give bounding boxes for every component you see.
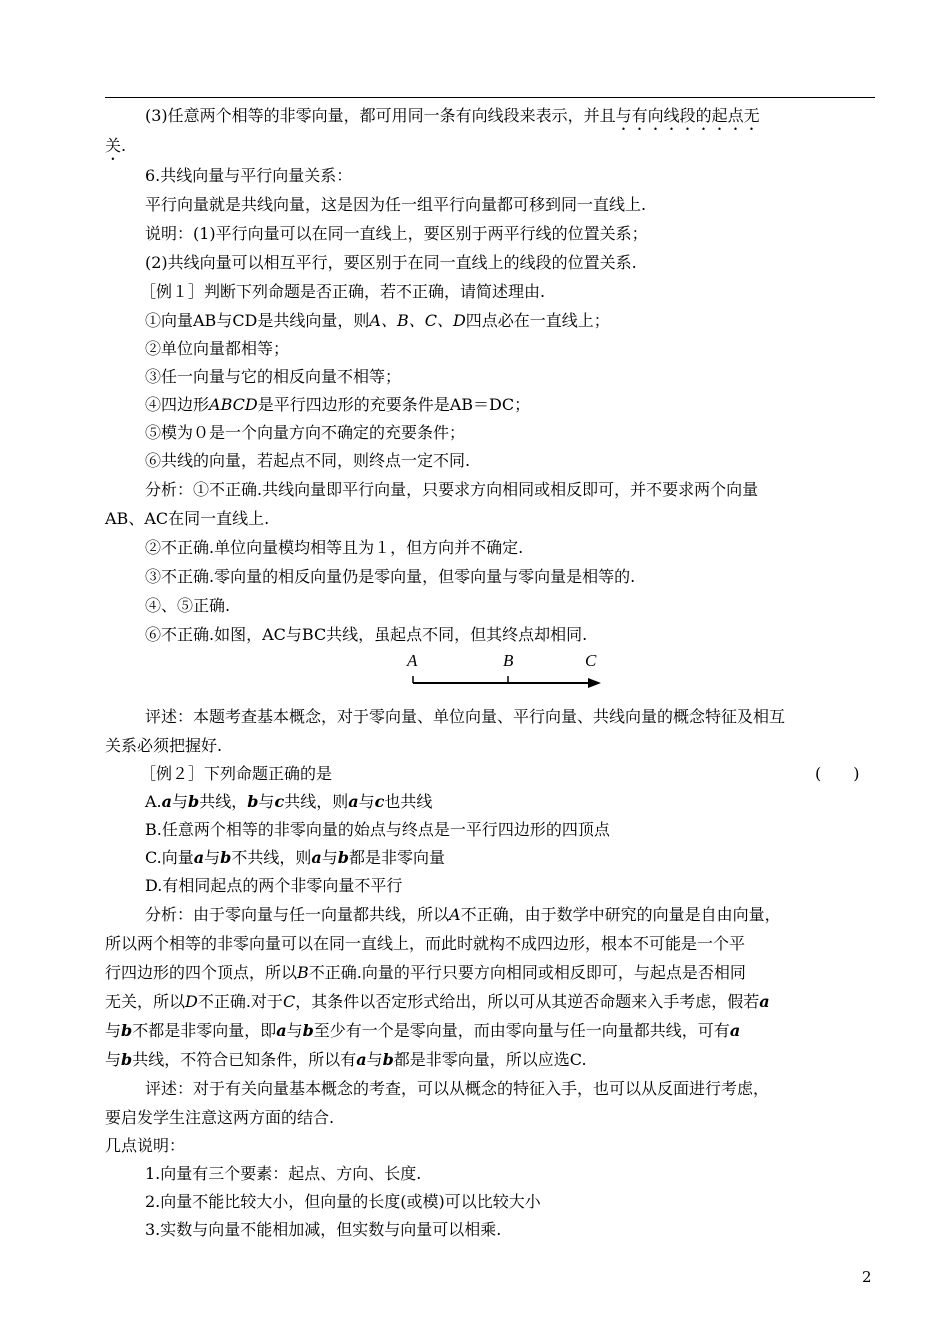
analysis-2-line-5 <box>105 1021 740 1041</box>
text: 共线，不符合已知条件，所以有 <box>132 1050 357 1069</box>
option-c <box>145 848 445 868</box>
analysis-2-line-3 <box>105 963 746 983</box>
vector-symbol: a <box>276 1021 287 1040</box>
math-text: A、B、C、D <box>369 311 466 330</box>
point-label-a: A <box>407 651 418 670</box>
analysis-1: 分析：①不正确.共线向量即平行向量，只要求方向相同或相反即可，并不要求两个向量 <box>145 480 759 499</box>
vector-symbol: b <box>247 792 259 811</box>
analysis-1-cont: AB、AC在同一直线上. <box>105 509 270 528</box>
text: 都是非零向量 <box>348 848 445 867</box>
option-a <box>145 792 432 812</box>
vector-symbol: b <box>220 848 232 867</box>
text: 不正确.向量的平行只要方向相同或相反即可，与起点是否相同 <box>308 963 746 982</box>
vector-symbol: a <box>759 992 770 1011</box>
option-d: D.有相同起点的两个非零向量不平行 <box>145 876 403 895</box>
text-line-5: 说明：(1)平行向量可以在同一直线上，要区别于两平行线的位置关系； <box>145 224 648 243</box>
analysis-2: ②不正确.单位向量模均相等且为１，但方向并不确定. <box>145 538 524 557</box>
text-line-1 <box>145 106 760 134</box>
text: ①向量AB与CD是共线向量，则 <box>145 311 370 330</box>
analysis-6: ⑥不正确.如图，AC与BC共线，虽起点不同，但其终点却相同. <box>145 625 588 644</box>
text: 与 <box>286 1021 303 1040</box>
note-3: 3.实数与向量不能相加减，但实数与向量可以相乘. <box>145 1220 502 1239</box>
note-2: 2.向量不能比较大小，但向量的长度(或模)可以比较大小 <box>145 1192 541 1211</box>
text: 不共线，则 <box>231 848 312 867</box>
text: 不正确.对于 <box>197 992 283 1011</box>
analysis-4-5: ④、⑤正确. <box>145 596 231 615</box>
text: ④四边形 <box>145 395 210 414</box>
proposition-1 <box>145 311 610 331</box>
text: C.向量 <box>145 848 194 867</box>
proposition-2: ②单位向量都相等； <box>145 339 290 358</box>
text: 行四边形的四个顶点，所以 <box>105 963 298 982</box>
analysis-2-line-2: 所以两个相等的非零向量可以在同一直线上，而此时就构不成四边形，根本不可能是一个平 <box>105 934 746 953</box>
math-text: A <box>449 905 461 924</box>
vector-symbol: c <box>274 792 285 811</box>
math-text: B <box>297 963 309 982</box>
point-label-c: C <box>585 651 597 670</box>
example-1-heading: ［例１］判断下列命题是否正确，若不正确，请简述理由. <box>140 282 546 301</box>
text: 是平行四边形的充要条件是AB＝DC； <box>257 395 531 414</box>
text: 不都是非零向量，即 <box>132 1021 277 1040</box>
text-line-4: 平行向量就是共线向量，这是因为任一组平行向量都可移到同一直线上. <box>145 195 647 214</box>
vector-symbol: c <box>374 792 385 811</box>
notes-heading: 几点说明： <box>105 1136 186 1155</box>
header-rule <box>105 97 875 98</box>
text: ，其条件以否定形式给出，所以可从其逆否命题来入手考虑，假若 <box>295 992 760 1011</box>
text: 与 <box>258 792 275 811</box>
section-heading: 6.共线向量与平行向量关系： <box>145 166 353 185</box>
math-text: C <box>282 992 296 1011</box>
analysis-2-line-4 <box>105 992 770 1012</box>
analysis-3: ③不正确.零向量的相反向量仍是零向量，但零向量与零向量是相等的. <box>145 567 636 586</box>
arrowhead-icon <box>588 678 601 688</box>
comment-2: 评述：对于有关向量基本概念的考查，可以从概念的特征入手，也可以从反面进行考虑， <box>145 1079 770 1098</box>
text: 与 <box>358 792 375 811</box>
text: A. <box>145 792 162 811</box>
analysis-2-line-1 <box>145 905 781 925</box>
vector-symbol: b <box>188 792 200 811</box>
text-line-6: (2)共线向量可以相互平行，要区别于在同一直线上的线段的位置关系. <box>145 253 637 272</box>
comment-1-cont: 关系必须把握好. <box>105 736 223 755</box>
proposition-4 <box>145 395 530 415</box>
comment-1: 评述：本题考查基本概念，对于零向量、单位向量、平行向量、共线向量的概念特征及相互 <box>145 707 786 726</box>
vector-symbol: b <box>337 848 349 867</box>
text: 不正确，由于数学中研究的向量是自由向量， <box>460 905 781 924</box>
text-line-2 <box>105 136 126 164</box>
text: 至少有一个是零向量，而由零向量与任一向量都共线，可有 <box>313 1021 730 1040</box>
emphasized-text: 与有向线段的起点无 <box>615 106 760 125</box>
vector-symbol: b <box>121 1050 133 1069</box>
math-text: ABCD <box>209 395 258 414</box>
text: 与 <box>105 1021 122 1040</box>
text: (3)任意两个相等的非零向量，都可用同一条有向线段来表示，并且 <box>145 106 616 125</box>
text: 分析：由于零向量与任一向量都共线，所以 <box>145 905 450 924</box>
note-1: 1.向量有三个要素：起点、方向、长度. <box>145 1164 422 1183</box>
page-number: 2 <box>862 1268 872 1286</box>
proposition-3: ③任一向量与它的相反向量不相等； <box>145 367 402 386</box>
emphasized-text: 关. <box>105 136 127 155</box>
vector-symbol: a <box>161 792 173 811</box>
text: 与 <box>204 848 221 867</box>
vector-symbol: b <box>382 1050 394 1069</box>
text: 与 <box>321 848 338 867</box>
math-text: D <box>185 992 198 1011</box>
analysis-2-line-6 <box>105 1050 587 1070</box>
text: 与 <box>366 1050 383 1069</box>
vector-symbol: b <box>121 1021 133 1040</box>
text: 与 <box>172 792 189 811</box>
text: 共线， <box>199 792 248 811</box>
text: 也共线 <box>384 792 433 811</box>
vector-symbol: a <box>193 848 205 867</box>
proposition-6: ⑥共线的向量，若起点不同，则终点一定不同. <box>145 451 471 470</box>
answer-bracket: ( ) <box>815 764 860 783</box>
vector-symbol: a <box>348 792 359 811</box>
vector-symbol: b <box>302 1021 314 1040</box>
text: 与 <box>105 1050 122 1069</box>
proposition-5: ⑤模为０是一个向量方向不确定的充要条件； <box>145 423 466 442</box>
vector-symbol: a <box>729 1021 741 1040</box>
text: 共线，则 <box>284 792 349 811</box>
vector-symbol: a <box>311 848 322 867</box>
text: 都是非零向量，所以应选C. <box>393 1050 587 1069</box>
point-label-b: B <box>503 651 514 670</box>
comment-2-cont: 要启发学生注意这两方面的结合. <box>105 1108 335 1127</box>
option-b: B.任意两个相等的非零向量的始点与终点是一平行四边形的四顶点 <box>145 820 610 839</box>
example-2-heading: ［例２］下列命题正确的是 <box>140 764 333 783</box>
text: 无关，所以 <box>105 992 186 1011</box>
collinear-vector-figure <box>405 650 615 690</box>
vector-symbol: a <box>356 1050 367 1069</box>
text: 四点必在一直线上； <box>465 311 610 330</box>
